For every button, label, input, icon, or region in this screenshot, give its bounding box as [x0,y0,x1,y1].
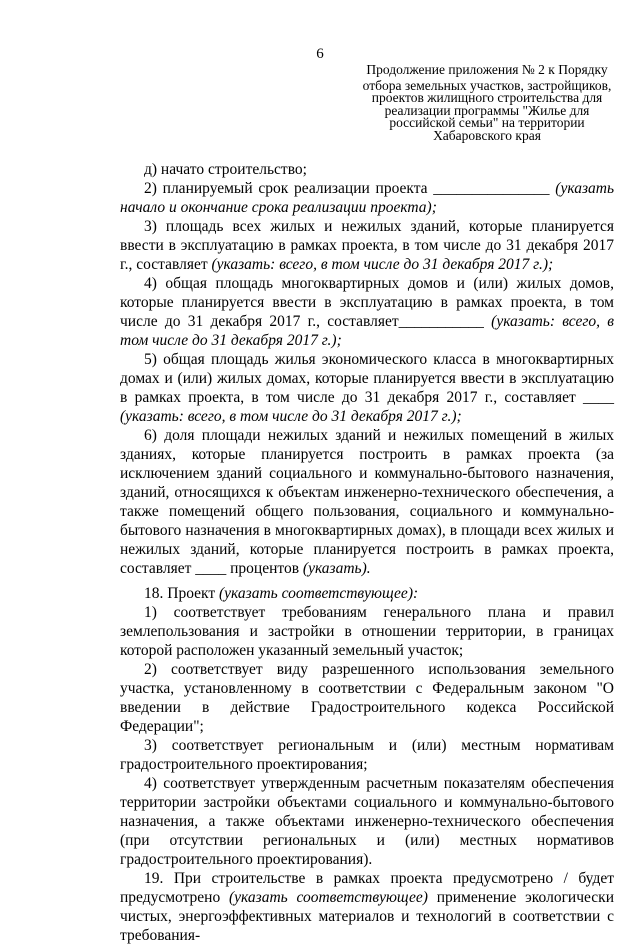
paragraph: 19. При строительстве в рамках проекта предусмотрено / будет предусмотрено (указать соответствующее) применение экологически чистых, энергоэффективных материалов и технологий в соответствии с требования- [120,870,614,944]
appendix-header-line1: Продолжение приложения № 2 к Порядку [366,62,608,77]
paragraph: 2) соответствует виду разрешенного использования земельного участка, установленному в соответствии с Федеральным законом "О введении в действие Градостроительного кодекса Российской Федерации"; [120,661,614,735]
appendix-header [362,64,612,142]
paragraph: 2) планируемый срок реализации проекта _______________ (указать начало и окончание срока реализации проекта); [120,180,614,216]
page-number: 6 [316,46,324,62]
paragraph: 18. Проект (указать соответствующее): [144,585,419,602]
paragraph: 3) площадь всех жилых и нежилых зданий, которые планируется ввести в эксплуатацию в рамках проекта, в том числе до 31 декабря 2017 г., составляет (указать: всего, в том числе до 31 декабря 2017 г.); [120,218,614,273]
paragraph: д) начато строительство; [144,161,307,178]
paragraph: 3) соответствует региональным и (или) местным нормативам градостроительного проектирования; [120,737,614,773]
appendix-header-rest: отбора земельных участков, застройщиков, проектов жилищного строительства для реализации программы "Жилье для российской семьи" на территории Хабаровского края [362,77,612,143]
paragraph: 6) доля площади нежилых зданий и нежилых помещений в жилых зданиях, которые планируется построить в рамках проекта (за исключением зданий социального и коммунально-бытового назначения, зданий, относящихся к объектам инженерно-технического обеспечения, а также помещений общего пользования, социального и коммунально-бытового назначения в многоквартирных домах), в площади всех жилых и нежилых зданий, которые планируется построить в рамках проекта, составляет ____ процентов (указать). [120,427,614,577]
paragraph: 4) соответствует утвержденным расчетным показателям обеспечения территории застройки объектами социального и коммунально-бытового назначения, а также объектами инженерно-технического обеспечения (при отсутствии региональных и (или) местных нормативов градостроительного проектирования). [120,775,614,868]
paragraph: 4) общая площадь многоквартирных домов и (или) жилых домов, которые планируется ввести в эксплуатацию в рамках проекта, в том числе до 31 декабря 2017 г., составляет___________ (указать: всего, в том числе до 31 декабря 2017 г.); [120,275,614,349]
paragraph: 1) соответствует требованиям генерального плана и правил землепользования и застройки в отношении территории, в границах которой расположен указанный земельный участок; [120,604,614,659]
document-body [120,160,614,945]
paragraph: 5) общая площадь жилья экономического класса в многоквартирных домах и (или) жилых домах, которые планируется ввести в эксплуатацию в рамках проекта, в том числе до 31 декабря 2017 г., составляет ____ (указать: всего, в том числе до 31 декабря 2017 г.); [120,351,614,425]
